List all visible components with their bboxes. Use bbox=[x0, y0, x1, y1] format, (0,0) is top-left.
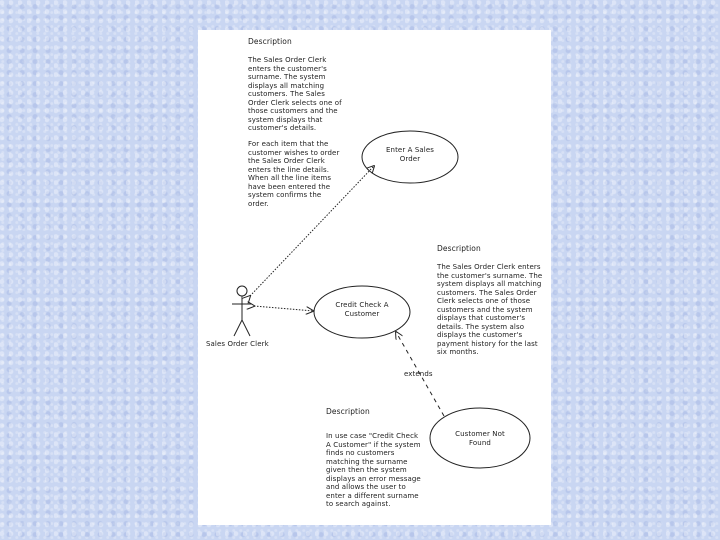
description-text-3: In use case "Credit Check A Customer" if the system finds no customers matching the surname given then the system displays an error message and allows the user to enter a different surname to search against. bbox=[326, 432, 421, 508]
description-heading-3: Description bbox=[326, 407, 370, 416]
actor-stick-figure-icon bbox=[232, 286, 252, 336]
use-case-label-enter: Enter A Sales Order bbox=[386, 146, 434, 163]
extends-label: extends bbox=[404, 370, 433, 378]
description-heading-1: Description bbox=[248, 37, 292, 46]
use-case-label-notfound: Customer Not Found bbox=[455, 430, 505, 447]
association-line-credit bbox=[254, 306, 313, 311]
description-text-2: The Sales Order Clerk enters the customer's surname. The system displays all matching customers. The Sales Order Clerk selects one of those customers and the system displays that customer's details. The system also displays the customer's payment history for the last six months. bbox=[437, 263, 543, 356]
diagram-page bbox=[198, 30, 551, 525]
description-heading-2: Description bbox=[437, 244, 481, 253]
use-case-label-credit: Credit Check A Customer bbox=[335, 301, 389, 318]
description-text-1a: The Sales Order Clerk enters the customer's surname. The system displays all matching customers. The Sales Order Clerk selects one of those customers and the system displays that customer's details. bbox=[248, 56, 342, 132]
actor-label: Sales Order Clerk bbox=[206, 340, 269, 348]
description-text-1b: For each item that the customer wishes to order the Sales Order Clerk enters the line details. When all the line items have been entered the system confirms the order. bbox=[248, 140, 340, 208]
